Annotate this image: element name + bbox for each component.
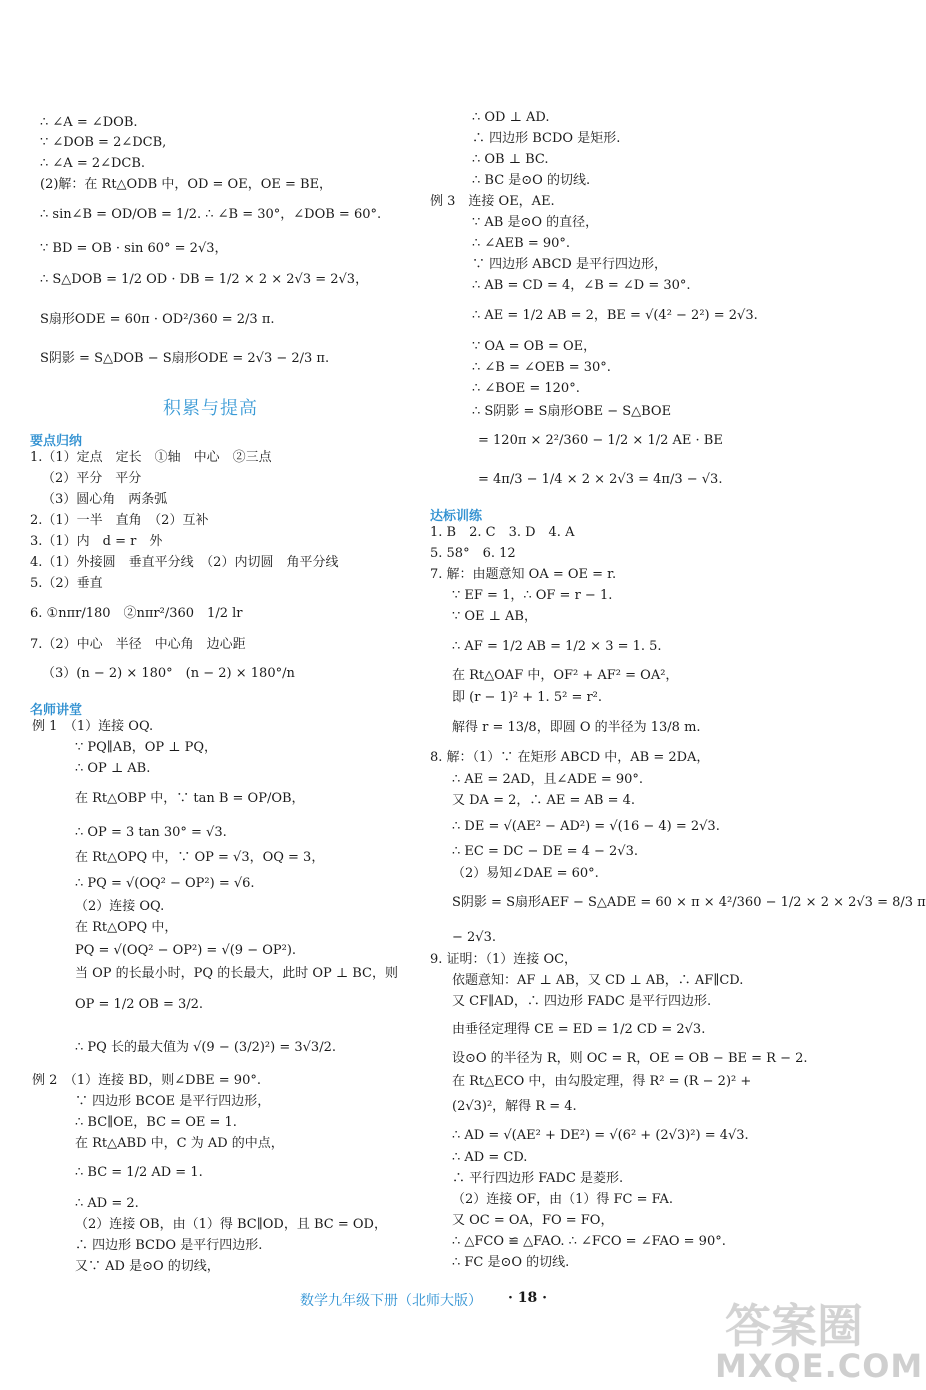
point-line: 1.（1）定点 定长 ①轴 中心 ②三点 [30,450,272,465]
left-line-3: ∴ ∠A = 2∠DCB. [40,156,146,171]
example2-line: ∴ 四边形 BCDO 是平行四边形. [75,1238,263,1253]
left-line-1: ∴ ∠A = ∠DOB. [40,115,138,130]
left-line-4: (2)解：在 Rt△ODB 中，OD = OE，OE = BE， [40,177,333,192]
point-line: 7.（2）中心 半径 中心角 边心距 [30,637,246,652]
example1-line: 当 OP 的长最小时，PQ 的长最大，此时 OP ⊥ BC，则 [75,966,398,981]
example3-line: ∴ AE = 1/2 AB = 2，BE = √(4² − 2²) = 2√3. [472,308,758,323]
training-line: 又 CF∥AD，∴ 四边形 FADC 是平行四边形. [452,994,712,1009]
training-line: 5. 58° 6. 12 [430,546,516,561]
example2-line: ∴ BC∥OE，BC = OE = 1. [75,1115,237,1130]
point-line: 6. ①nπr/180 ②nπr²/360 1/2 lr [30,606,243,621]
training-line: ∴ AE = 2AD，且∠ADE = 90°. [452,772,644,787]
watermark-chinese: 答案圈 [725,1299,863,1353]
point-line: 5.（2）垂直 [30,576,103,591]
training-line: 解得 r = 13/8，即圆 O 的半径为 13/8 m. [452,720,701,735]
training-line: ∴ EC = DC − DE = 4 − 2√3. [452,844,638,859]
example1-line: ∵ PQ∥AB，OP ⊥ PQ， [75,740,218,755]
example3-line: ∴ ∠B = ∠OEB = 30°. [472,360,611,375]
example3-line: ∴ AB = CD = 4，∠B = ∠D = 30°. [472,278,691,293]
point-line: （2）平分 平分 [42,471,142,486]
example3-line: = 120π × 2²/360 − 1/2 × 1/2 AE · BE [478,433,723,448]
example2-line: ∴ BC = 1/2 AD = 1. [75,1165,203,1180]
training-line: 又 OC = OA，FO = FO， [452,1213,614,1228]
heading-lecture: 名师讲堂 [30,703,83,718]
heading-training: 达标训练 [430,509,483,524]
page-number: · 18 · [508,1290,547,1306]
example1-line: 例 1 （1）连接 OQ. [32,719,154,734]
example3-line: ∵ 四边形 ABCD 是平行四边形， [472,257,667,272]
training-line: ∴ AD = √(AE² + DE²) = √(6² + (2√3)²) = 4√3. [452,1128,749,1143]
training-line: ∴ 平行四边形 FADC 是菱形. [452,1171,624,1186]
training-line: ∴ △FCO ≌ △FAO. ∴ ∠FCO = ∠FAO = 90°. [452,1234,726,1249]
example3-line: ∴ S阴影 = S扇形OBE − S△BOE [472,404,672,419]
training-line: ∴ FC 是⊙O 的切线. [452,1255,570,1270]
training-line: ∵ EF = 1，∴ OF = r − 1. [452,588,613,603]
example1-line: ∴ PQ 长的最大值为 √(9 − (3/2)²) = 3√3/2. [75,1040,336,1055]
training-line: ∴ AD = CD. [452,1150,528,1165]
example2-line: （2）连接 OB，由（1）得 BC∥OD，且 BC = OD， [75,1217,387,1232]
training-line: − 2√3. [452,930,496,945]
example3-line: = 4π/3 − 1/4 × 2 × 2√3 = 4π/3 − √3. [478,472,723,487]
training-line: S阴影 = S扇形AEF − S△ADE = 60 × π × 4²/360 − 1/2 × 2 × 2√3 = 8/3 π [452,895,926,910]
training-line: ∴ AF = 1/2 AB = 1/2 × 3 = 1. 5. [452,639,662,654]
example1-line: ∴ OP = 3 tan 30° = √3. [75,825,227,840]
example1-line: 在 Rt△OPQ 中， [75,920,178,935]
point-line: 2.（1）一半 直角 （2）互补 [30,513,209,528]
watermark-logo [715,1290,924,1385]
training-line: 1. B 2. C 3. D 4. A [430,525,575,540]
training-line: ∵ OE ⊥ AB， [452,609,537,624]
left-line-9: S阴影 = S△DOB − S扇形ODE = 2√3 − 2/3 π. [40,351,330,366]
training-line: 即 (r − 1)² + 1. 5² = r². [452,690,603,705]
example2-line: ∴ AD = 2. [75,1196,139,1211]
training-line: 9. 证明：（1）连接 OC， [430,952,578,967]
training-line: 依题意知：AF ⊥ AB，又 CD ⊥ AB，∴ AF∥CD. [452,973,744,988]
heading-key-points: 要点归纳 [30,434,83,449]
training-line: 由垂径定理得 CE = ED = 1/2 CD = 2√3. [452,1022,706,1037]
example1-line: PQ = √(OQ² − OP²) = √(9 − OP²). [75,943,297,958]
training-line: 设⊙O 的半径为 R，则 OC = R，OE = OB − BE = R − 2. [452,1051,808,1066]
example3-line: ∵ OA = OB = OE， [472,339,597,354]
example2-line: 在 Rt△ABD 中，C 为 AD 的中点， [75,1136,284,1151]
training-line: （2）易知∠DAE = 60°. [452,866,599,881]
training-line: ∴ DE = √(AE² − AD²) = √(16 − 4) = 2√3. [452,819,720,834]
point-line: （3）圆心角 两条弧 [42,492,168,507]
left-line-5: ∴ sin∠B = OD/OB = 1/2. ∴ ∠B = 30°，∠DOB = 60°. [40,207,382,222]
footer-book-title: 数学九年级下册（北师大版） [300,1293,482,1309]
example1-line: 在 Rt△OPQ 中，∵ OP = √3，OQ = 3， [75,850,325,865]
section-title: 积累与提高 [163,398,258,419]
training-line: 又 DA = 2，∴ AE = AB = 4. [452,793,636,808]
example1-line: ∴ OP ⊥ AB. [75,761,151,776]
example2-line: 又∵ AD 是⊙O 的切线， [75,1259,220,1274]
training-line: 在 Rt△ECO 中，由勾股定理，得 R² = (R − 2)² + [452,1074,752,1089]
example2-line: 例 2 （1）连接 BD，则∠DBE = 90°. [32,1073,261,1088]
right-line: ∴ OD ⊥ AD. [472,110,550,125]
example1-line: 在 Rt△OBP 中，∵ tan B = OP/OB， [75,791,305,806]
watermark-url: MXQE.COM [715,1347,924,1385]
left-line-8: S扇形ODE = 60π · OD²/360 = 2/3 π. [40,312,275,327]
example2-line: ∵ 四边形 BCOE 是平行四边形， [75,1094,271,1109]
training-line: 8. 解：（1）∵ 在矩形 ABCD 中，AB = 2DA， [430,750,710,765]
example3-line: 例 3 连接 OE，AE. [430,194,555,209]
example3-line: ∴ ∠BOE = 120°. [472,381,580,396]
left-line-7: ∴ S△DOB = 1/2 OD · DB = 1/2 × 2 × 2√3 = 2√3， [40,272,369,287]
training-line: （2）连接 OF，由（1）得 FC = FA. [452,1192,674,1207]
example3-line: ∴ ∠AEB = 90°. [472,236,571,251]
training-line: 7. 解：由题意知 OA = OE = r. [430,567,617,582]
example3-line: ∵ AB 是⊙O 的直径， [472,215,599,230]
point-line: （3）(n − 2) × 180° (n − 2) × 180°/n [42,666,295,681]
example1-line: ∴ PQ = √(OQ² − OP²) = √6. [75,876,255,891]
point-line: 3.（1）内 d = r 外 [30,534,163,549]
example1-line: OP = 1/2 OB = 3/2. [75,997,204,1012]
right-line: ∴ 四边形 BCDO 是矩形. [472,131,621,146]
example1-line: （2）连接 OQ. [75,899,165,914]
right-line: ∴ OB ⊥ BC. [472,152,549,167]
right-line: ∴ BC 是⊙O 的切线. [472,173,591,188]
left-line-2: ∵ ∠DOB = 2∠DCB, [40,135,167,150]
training-line: (2√3)²，解得 R = 4. [452,1099,577,1114]
training-line: 在 Rt△OAF 中，OF² + AF² = OA²， [452,668,679,683]
point-line: 4.（1）外接圆 垂直平分线 （2）内切圆 角平分线 [30,555,339,570]
left-line-6: ∵ BD = OB · sin 60° = 2√3， [40,241,228,256]
